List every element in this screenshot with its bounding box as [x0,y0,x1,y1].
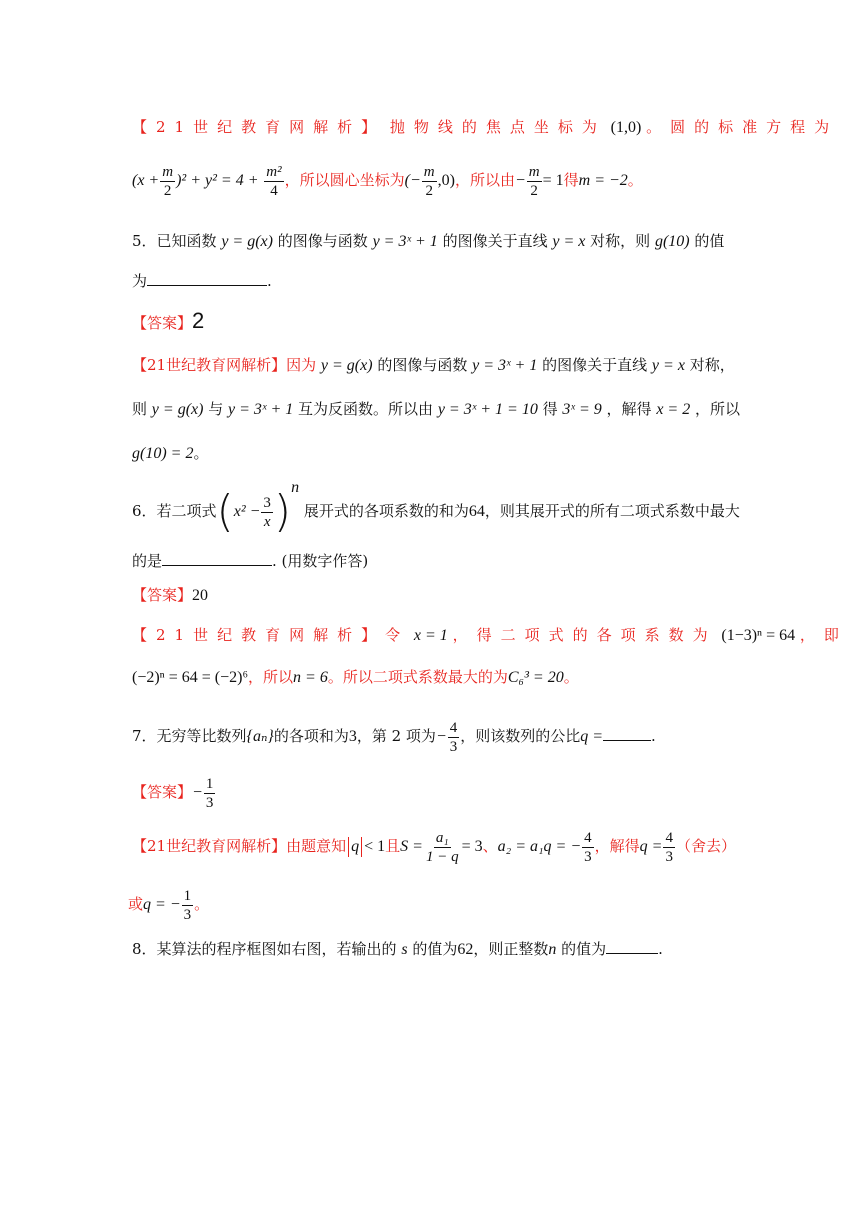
answer-6: 【答案】20 [132,586,209,604]
question-5-line-2: 为 . [132,272,272,290]
solution-tag: 【21世纪教育网解析】 [132,356,287,374]
question-7-line-1: 7．无穷等比数列{aₙ}的各项和为3，第 2 项为− $\frac{4}{3}$ ，则该数列的公比q = . [132,719,656,755]
answer-7: 【答案】− $\frac{1}{3}$ [132,775,214,811]
solution-7-line-2: 或q = − $\frac{1}{3}$ 。 [128,887,210,923]
solution-5-line-2: 则 y = g(x) 与 y = 3ˣ + 1 互为反函数。所以由 y = 3ˣ + 1 = 10 得 3ˣ = 9 ，解得 x = 2 ，所以 [132,400,741,418]
question-6-line-1: 6．若二项式(x² − $\frac{3}{x}$ )$^n$ 展开式的各项系数的和为64，则其展开式的所有二项式系数中最大 [132,479,740,537]
q4-solution-line-2: (x + $\frac{m}{2}$ )² + y² = 4 + $\frac{\text{m²}}{4}$ ，所以圆心坐标为(− $\frac{m}{2}$ ,0)，所以由− $\frac{m}{2}$ = 1得m = −2。 [132,163,643,199]
question-6-line-2: 的是 . (用数字作答) [132,552,369,570]
solution-6-line-2: (−2)ⁿ = 64 = (−2)⁶，所以n = 6。所以二项式系数最大的为C₆³ = 20。 [132,668,579,686]
question-5-line-1: 5．已知函数 y = g(x) 的图像与函数 y = 3ˣ + 1 的图像关于直线 y = x 对称，则 g(10) 的值 [132,232,725,250]
answer-blank [162,551,272,566]
answer-5: 【答案】2 [132,308,205,333]
solution-7-line-1: 【21世纪教育网解析】由题意知 q < 1且S = $\frac{\text{a₁}}{1 - q}$ = 3、a₂ = a₁q = − $\frac{4}{3}$ ，解得q = $\frac{4}{3}$ （舍去） [132,829,736,865]
solution-5-line-1: 【21世纪教育网解析】因为 y = g(x) 的图像与函数 y = 3ˣ + 1 的图像关于直线 y = x 对称， [132,356,735,374]
question-8-line-1: 8．某算法的程序框图如右图，若输出的 s 的值为62，则正整数n 的值为 . [132,940,663,958]
answer-blank [606,939,658,954]
solution-6-line-1: 【21世纪教育网解析】令 x = 1 ，得二项式的各项系数为 (1−3)ⁿ = 64 ，即 [132,626,848,644]
answer-blank [147,271,267,286]
q4-solution-line-1: 【21世纪教育网解析】 抛物线的焦点坐标为 (1,0) 。圆的标准方程为 [132,118,839,136]
solution-tag: 【21世纪教育网解析】 [132,118,386,136]
solution-tag: 【21世纪教育网解析】 [132,626,386,644]
solution-5-line-3: g(10) = 2。 [132,444,209,462]
solution-tag: 【21世纪教育网解析】 [132,837,287,855]
answer-blank [603,726,651,741]
